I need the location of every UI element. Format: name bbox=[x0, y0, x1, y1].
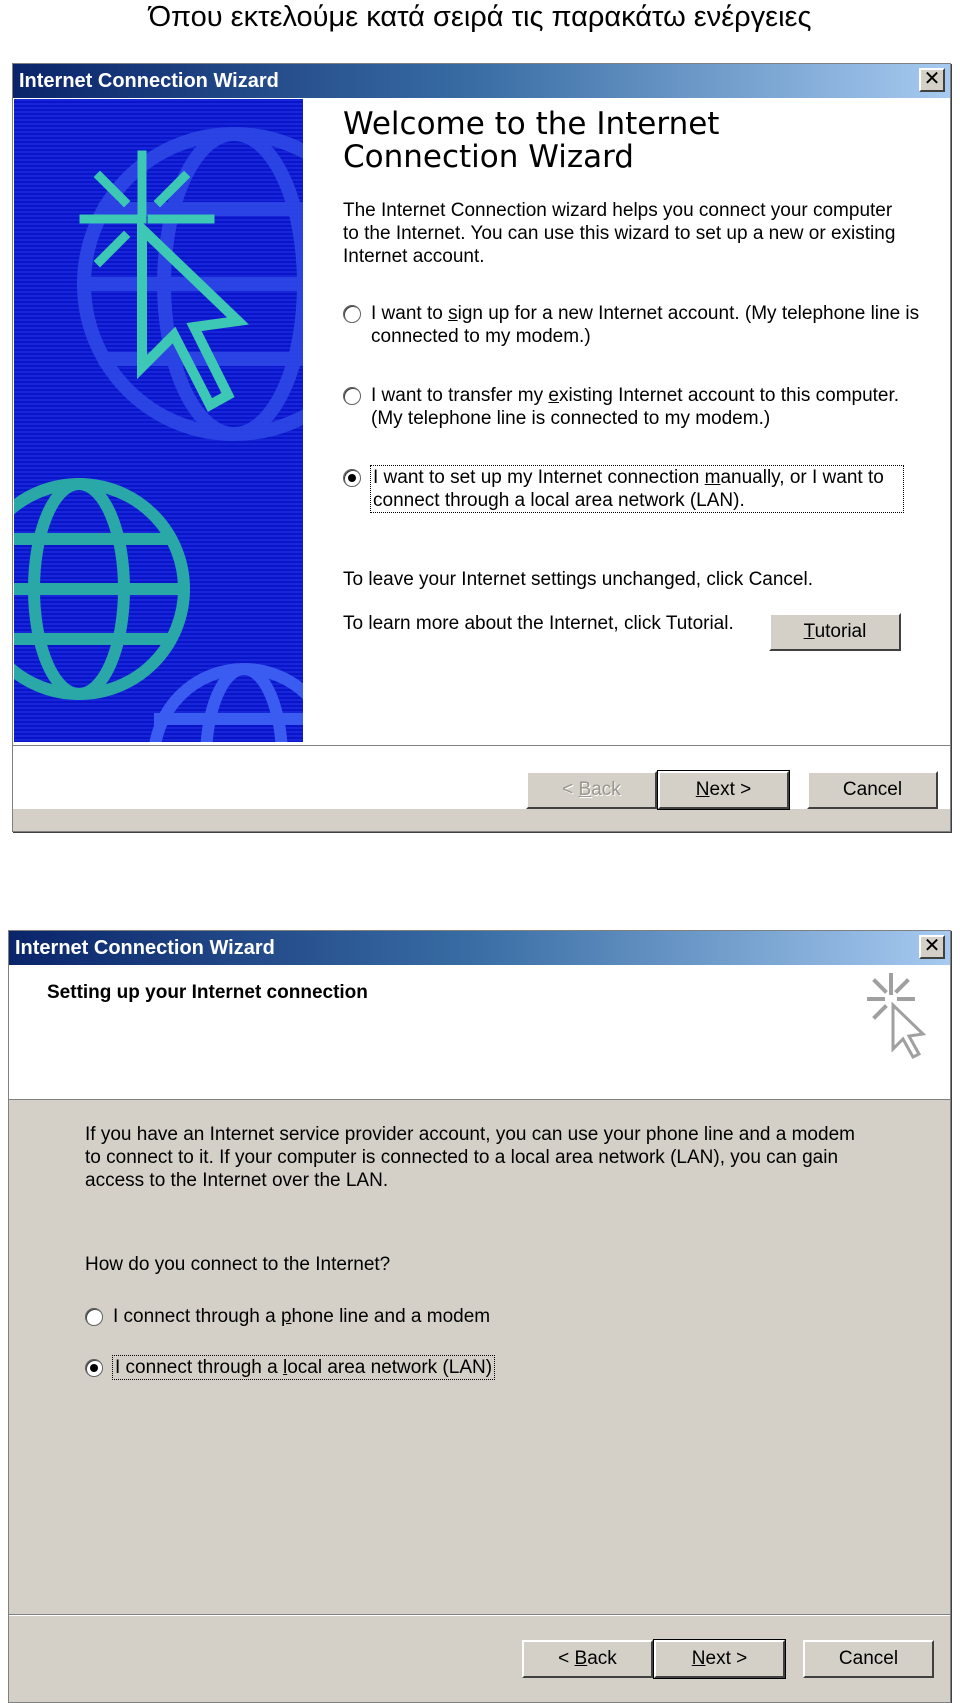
header-title: Setting up your Internet connection bbox=[47, 982, 368, 1003]
footer-separator bbox=[13, 745, 950, 747]
cancel-button[interactable]: Cancel bbox=[807, 771, 938, 809]
option-manual[interactable] bbox=[343, 466, 903, 512]
wizard-window-setup bbox=[8, 930, 951, 1703]
radio-lan[interactable] bbox=[85, 1359, 103, 1377]
back-button[interactable]: < Back bbox=[526, 771, 657, 809]
radio-manual[interactable] bbox=[343, 469, 361, 487]
intro-text: If you have an Internet service provider account, you can use your phone line and a modem to connect to it. If your computer is connected to a local area network (LAN), you can gain access to the Internet over the LAN. bbox=[85, 1124, 855, 1191]
back-button[interactable]: < Back bbox=[522, 1640, 653, 1678]
option-phone-modem[interactable] bbox=[85, 1305, 490, 1328]
welcome-heading: Welcome to the Internet Connection Wizard bbox=[343, 106, 720, 175]
next-button[interactable]: Next > bbox=[654, 1640, 785, 1678]
radio-transfer[interactable] bbox=[343, 387, 361, 405]
close-button[interactable] bbox=[919, 935, 945, 959]
window-title: Internet Connection Wizard bbox=[19, 70, 279, 92]
option-sign-up[interactable] bbox=[343, 302, 923, 348]
close-icon: ✕ bbox=[923, 68, 941, 90]
intro-text: The Internet Connection wizard helps you connect your computer to the Internet. You can use this wizard to set up a new or existing Internet account. bbox=[343, 200, 896, 267]
connect-question: How do you connect to the Internet? bbox=[85, 1254, 391, 1275]
option-manual-label: I want to set up my Internet connection manually, or I want to connect through a local area network (LAN). bbox=[371, 466, 903, 512]
window-title: Internet Connection Wizard bbox=[15, 937, 275, 959]
option-transfer-label: I want to transfer my existing Internet account to this computer. (My telephone line is connected to my modem.) bbox=[371, 385, 900, 429]
wizard-window-welcome bbox=[12, 63, 951, 832]
learn-more-text: To learn more about the Internet, click Tutorial. bbox=[343, 613, 734, 634]
option-phone-modem-label: I connect through a phone line and a modem bbox=[113, 1306, 491, 1327]
cancel-button[interactable]: Cancel bbox=[803, 1640, 934, 1678]
header-panel bbox=[9, 965, 950, 1100]
close-icon: ✕ bbox=[923, 935, 941, 957]
globe-cursor-graphic bbox=[14, 99, 303, 742]
close-button[interactable] bbox=[919, 68, 945, 92]
title-bar[interactable] bbox=[13, 64, 950, 98]
next-button[interactable]: Next > bbox=[658, 771, 789, 809]
option-lan-label: I connect through a local area network (LAN) bbox=[115, 1357, 493, 1378]
option-lan[interactable] bbox=[85, 1356, 494, 1379]
option-sign-up-label: I want to sign up for a new Internet account. (My telephone line is connected to my modem.) bbox=[371, 303, 920, 347]
radio-sign-up[interactable] bbox=[343, 305, 361, 323]
tutorial-button[interactable]: Tutorial bbox=[769, 613, 901, 651]
cursor-sparkle-icon bbox=[867, 973, 939, 1059]
page-caption: Όπου εκτελούμε κατά σειρά τις παρακάτω ενέργειες bbox=[148, 1, 812, 33]
leave-settings-text: To leave your Internet settings unchanged, click Cancel. bbox=[343, 569, 813, 590]
title-bar[interactable] bbox=[9, 931, 950, 965]
footer-separator bbox=[9, 1614, 950, 1616]
radio-phone-modem[interactable] bbox=[85, 1308, 103, 1326]
option-transfer[interactable] bbox=[343, 384, 923, 430]
